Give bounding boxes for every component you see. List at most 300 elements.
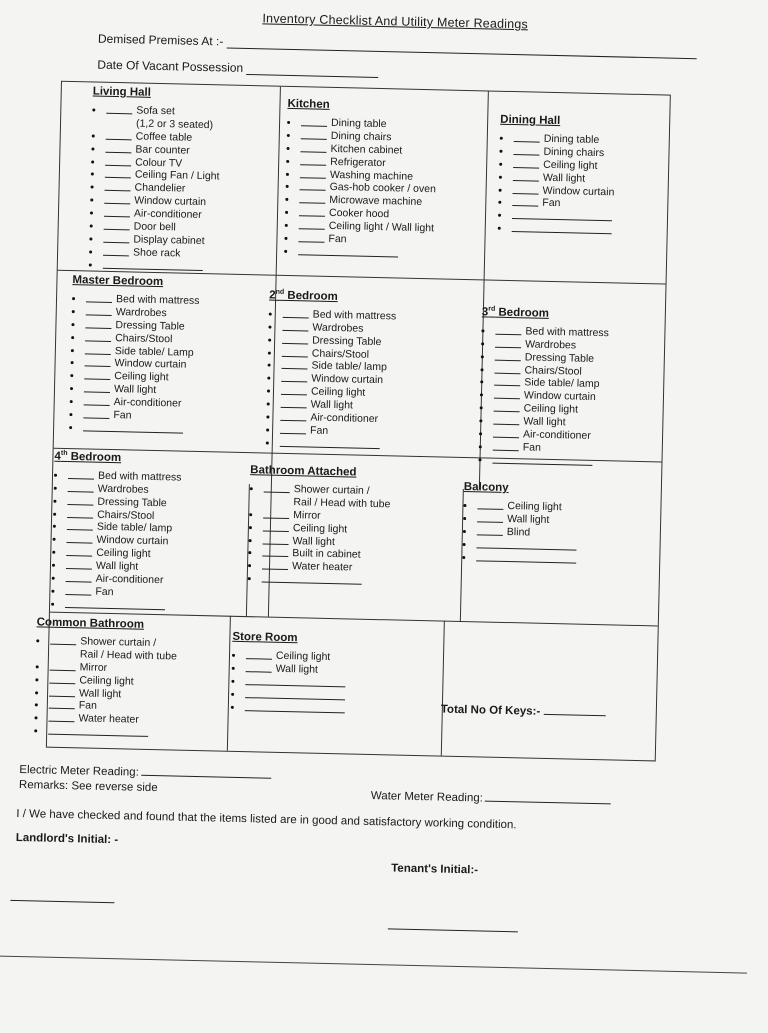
bullet-icon <box>232 654 235 657</box>
tenant-initial-label: Tenant's Initial:- <box>391 862 479 877</box>
balcony-section <box>462 481 644 568</box>
dining-hall-title: Dining Hall <box>500 113 561 128</box>
bullet-icon <box>52 577 55 580</box>
item-label: Cooker hood <box>328 207 390 221</box>
item-label: Chairs/Stool <box>524 363 582 378</box>
store-room-section <box>231 631 413 718</box>
bedroom-3-list <box>478 324 671 470</box>
bullet-icon <box>284 237 287 240</box>
item-label: Wall light <box>542 171 586 185</box>
bullet-icon <box>92 108 95 111</box>
bullet-icon <box>478 458 481 461</box>
bullet-icon <box>286 147 289 150</box>
item-label: Fan <box>78 699 98 713</box>
item-check-field[interactable] <box>476 538 576 550</box>
item-label: Wall light <box>275 662 319 676</box>
item-check-field[interactable] <box>262 547 288 558</box>
item-label: Door bell <box>133 220 176 234</box>
item-label: Fan <box>542 197 561 210</box>
common-bathroom-list <box>34 634 216 741</box>
item-check-field[interactable] <box>68 469 94 480</box>
item-check-field[interactable] <box>300 181 326 192</box>
item-check-field[interactable] <box>282 333 308 344</box>
bullet-icon <box>69 413 72 416</box>
item-check-field[interactable] <box>263 508 289 519</box>
item-check-field[interactable] <box>50 635 76 646</box>
bullet-icon <box>91 173 94 176</box>
item-label: Fan <box>522 441 542 454</box>
item-check-field[interactable] <box>106 130 132 141</box>
item-check-field[interactable] <box>105 142 131 153</box>
item-check-field[interactable] <box>300 155 326 166</box>
master-bedroom-list <box>69 292 262 438</box>
grid-divider <box>441 621 445 756</box>
total-keys-label: Total No Of Keys:- <box>440 703 541 718</box>
item-label: Dining table <box>543 132 600 146</box>
item-label: Bed with mattress <box>525 325 609 340</box>
item-check-field[interactable] <box>106 104 132 115</box>
bullet-icon <box>89 237 92 240</box>
item-label: Air-conditioner <box>95 572 164 587</box>
living-hall-title: Living Hall <box>92 85 152 99</box>
item-label: Shower curtain / <box>293 483 370 497</box>
item-label: Fan <box>309 424 329 437</box>
item-label: Wall light <box>523 415 566 429</box>
item-check-field[interactable] <box>493 415 519 426</box>
item-check-field[interactable] <box>495 337 521 348</box>
bullet-icon <box>500 137 503 140</box>
item-label: Chandelier <box>134 181 186 195</box>
item-check-field[interactable] <box>49 673 75 684</box>
item-check-field[interactable] <box>105 181 131 192</box>
bullet-icon <box>70 387 73 390</box>
bullet-icon <box>480 407 483 410</box>
bullet-icon <box>36 639 39 642</box>
item-label: Mirror <box>293 508 321 522</box>
item-check-field[interactable] <box>300 168 326 179</box>
bullet-icon <box>232 667 235 670</box>
bullet-icon <box>35 691 38 694</box>
living-hall-section <box>89 85 283 275</box>
demised-premises-line <box>98 32 697 60</box>
item-label: Wardrobes <box>312 321 364 335</box>
item-check-field[interactable] <box>85 357 111 368</box>
item-check-field[interactable] <box>477 512 503 523</box>
item-label: Ceiling light <box>96 546 151 561</box>
item-check-field[interactable] <box>49 686 75 697</box>
bullet-icon <box>53 525 56 528</box>
item-label: Wardrobes <box>525 338 577 352</box>
item-label: Air-conditioner <box>113 396 182 410</box>
item-check-field[interactable] <box>280 424 306 435</box>
item-check-field[interactable] <box>83 421 183 433</box>
item-check-field[interactable] <box>66 546 92 557</box>
item-label: Refrigerator <box>330 155 386 169</box>
item-check-field[interactable] <box>246 662 272 673</box>
grid-divider <box>227 616 231 751</box>
bullet-icon <box>285 211 288 214</box>
item-check-field[interactable] <box>283 308 309 319</box>
item-check-field[interactable] <box>513 145 539 156</box>
item-check-field[interactable] <box>67 520 93 531</box>
bullet-icon <box>269 312 272 315</box>
item-check-field[interactable] <box>104 220 130 231</box>
bullet-icon <box>35 678 38 681</box>
item-check-field[interactable] <box>84 395 110 406</box>
tenant-signature-line[interactable] <box>388 928 518 932</box>
bullet-icon <box>71 362 74 365</box>
electric-meter-field[interactable] <box>141 775 271 779</box>
bullet-icon <box>286 160 289 163</box>
bullet-icon <box>71 336 74 339</box>
item-check-field[interactable] <box>48 712 74 723</box>
item-label: Dressing Table <box>97 495 167 509</box>
bullet-icon <box>286 172 289 175</box>
bullet-icon <box>51 602 54 605</box>
bullet-icon <box>481 355 484 358</box>
item-label: Chairs/Stool <box>311 347 370 361</box>
item-label: Window curtain <box>134 194 207 209</box>
item-check-field[interactable] <box>264 482 290 493</box>
item-check-field[interactable] <box>245 675 345 687</box>
item-check-field[interactable] <box>493 441 519 452</box>
bullet-icon <box>231 705 234 708</box>
item-check-field[interactable] <box>281 385 307 396</box>
bullet-icon <box>52 564 55 567</box>
vacant-possession-line <box>97 58 378 78</box>
master-bedroom-title: Master Bedroom <box>72 274 164 289</box>
item-label: (1,2 or 3 seated) <box>135 117 214 132</box>
item-check-field[interactable] <box>103 258 203 270</box>
item-check-field[interactable] <box>104 207 130 218</box>
bullet-icon <box>248 564 251 567</box>
item-label: Side table/ Lamp <box>114 344 194 359</box>
item-check-field[interactable] <box>298 232 324 243</box>
item-check-field[interactable] <box>85 318 111 329</box>
item-check-field[interactable] <box>280 411 306 422</box>
bedroom-2-section <box>266 289 460 454</box>
item-check-field[interactable] <box>494 363 520 374</box>
item-check-field[interactable] <box>298 245 398 257</box>
vacant-possession-field[interactable] <box>246 74 378 78</box>
item-label: Shoe rack <box>132 246 181 260</box>
bullet-icon <box>34 717 37 720</box>
item-check-field[interactable] <box>65 598 165 610</box>
item-label: Dining chairs <box>330 129 392 144</box>
dining-hall-list <box>498 132 670 239</box>
total-keys-field[interactable] <box>544 714 606 716</box>
water-meter-field[interactable] <box>485 801 611 805</box>
item-check-field[interactable] <box>68 482 94 493</box>
bullet-icon <box>53 512 56 515</box>
demised-premises-field[interactable] <box>226 48 696 60</box>
bullet-icon <box>71 323 74 326</box>
bullet-icon <box>71 349 74 352</box>
item-label: Rail / Head with tube <box>293 496 391 511</box>
store-room-title: Store Room <box>232 630 298 645</box>
item-label: Wall light <box>292 534 335 548</box>
bullet-icon <box>268 351 271 354</box>
item-label: Ceiling light <box>310 385 366 399</box>
item-label: Wall light <box>78 686 122 700</box>
bullet-icon <box>90 199 93 202</box>
bullet-icon <box>266 415 269 418</box>
bullet-icon <box>285 224 288 227</box>
bedroom-2-list <box>266 307 459 453</box>
bullet-icon <box>268 338 271 341</box>
common-bathroom-section <box>34 616 217 741</box>
bullet-icon <box>51 590 54 593</box>
master-bedroom-section <box>69 274 263 438</box>
bullet-icon <box>54 486 57 489</box>
bullet-icon <box>480 394 483 397</box>
item-label: Bed with mattress <box>97 469 182 484</box>
bullet-icon <box>52 551 55 554</box>
bullet-icon <box>286 185 289 188</box>
item-label: Side table/ lamp <box>96 521 173 535</box>
item-check-field[interactable] <box>299 194 325 205</box>
item-check-field[interactable] <box>299 206 325 217</box>
item-check-field[interactable] <box>513 158 539 169</box>
bullet-icon <box>462 556 465 559</box>
item-check-field[interactable] <box>492 453 592 465</box>
item-label: Ceiling light <box>543 158 598 172</box>
bullet-icon <box>90 212 93 215</box>
kitchen-list <box>284 116 487 262</box>
item-check-field[interactable] <box>494 389 520 400</box>
bullet-icon <box>498 201 501 204</box>
item-label: Window curtain <box>114 357 187 372</box>
item-check-field[interactable] <box>282 321 308 332</box>
item-check-field[interactable] <box>495 325 521 336</box>
item-check-field[interactable] <box>84 383 110 394</box>
item-label: Ceiling light <box>114 370 169 384</box>
item-check-field[interactable] <box>494 376 520 387</box>
item-check-field[interactable] <box>49 699 75 710</box>
landlord-initial-label: Landlord's Initial: - <box>15 831 119 847</box>
common-bathroom-title: Common Bathroom <box>36 616 145 631</box>
bathroom-attached-list <box>248 482 450 590</box>
item-label: Gas-hob cooker / oven <box>329 181 436 196</box>
item-check-field[interactable] <box>104 194 130 205</box>
item-check-field[interactable] <box>512 222 612 234</box>
item-check-field[interactable] <box>67 508 93 519</box>
bullet-icon <box>267 403 270 406</box>
item-check-field[interactable] <box>245 701 345 713</box>
bullet-icon <box>266 428 269 431</box>
bullet-icon <box>481 329 484 332</box>
item-check-field[interactable] <box>262 560 288 571</box>
item-label: Wall light <box>95 559 139 573</box>
form-title: Inventory Checklist And Utility Meter Readings <box>262 11 529 32</box>
item-check-field[interactable] <box>301 116 327 127</box>
bullet-icon <box>499 163 502 166</box>
item-check-field[interactable] <box>281 372 307 383</box>
bullet-icon <box>463 543 466 546</box>
bullet-icon <box>267 390 270 393</box>
item-label: Shower curtain / <box>80 635 157 650</box>
bullet-icon <box>287 134 290 137</box>
item-label: Air-conditioner <box>133 207 202 222</box>
item-label: Rail / Head with tube <box>79 648 177 663</box>
item-label: Chairs/Stool <box>115 331 173 346</box>
item-check-field[interactable] <box>84 370 110 381</box>
item-label: Blind <box>506 525 531 539</box>
bullet-icon <box>266 441 269 444</box>
bullet-icon <box>91 160 94 163</box>
item-check-field[interactable] <box>86 305 112 316</box>
item-check-field[interactable] <box>50 660 76 671</box>
bullet-icon <box>479 432 482 435</box>
bullet-icon <box>72 297 75 300</box>
item-check-field[interactable] <box>85 344 111 355</box>
item-check-field[interactable] <box>103 246 129 257</box>
item-check-field[interactable] <box>67 495 93 506</box>
item-check-field[interactable] <box>48 725 148 737</box>
item-check-field[interactable] <box>105 168 131 179</box>
dining-hall-section <box>498 114 671 239</box>
bullet-icon <box>53 538 56 541</box>
bullet-icon <box>70 374 73 377</box>
item-check-field[interactable] <box>263 521 289 532</box>
bullet-icon <box>231 692 234 695</box>
item-check-field[interactable] <box>66 572 92 583</box>
water-meter-label: Water Meter Reading: <box>370 789 484 805</box>
item-label: Window curtain <box>311 372 384 387</box>
item-label: Window curtain <box>542 184 615 198</box>
balcony-list <box>462 499 643 568</box>
item-label: Chairs/Stool <box>97 508 155 522</box>
bullet-icon <box>481 368 484 371</box>
item-label: Dining chairs <box>543 145 605 160</box>
bullet-icon <box>463 504 466 507</box>
item-check-field[interactable] <box>105 155 131 166</box>
item-label: Colour TV <box>135 156 183 170</box>
item-check-field[interactable] <box>83 408 109 419</box>
item-label: Microwave machine <box>329 194 423 209</box>
item-label: Bed with mattress <box>115 293 200 307</box>
item-label: Coffee table <box>135 130 193 144</box>
bedroom-2-title: 2nd Bedroom <box>269 288 338 303</box>
item-check-field[interactable] <box>86 292 112 303</box>
item-label: Ceiling light <box>507 500 562 514</box>
item-label: Dining table <box>330 116 387 131</box>
item-label: Wall light <box>310 398 354 412</box>
kitchen-title: Kitchen <box>287 97 330 111</box>
item-label: Wardrobes <box>97 482 149 496</box>
bullet-icon <box>284 250 287 253</box>
item-check-field[interactable] <box>85 331 111 342</box>
item-label: Built in cabinet <box>292 547 361 562</box>
item-check-field[interactable] <box>514 132 540 143</box>
bullet-icon <box>36 665 39 668</box>
item-check-field[interactable] <box>301 129 327 140</box>
item-check-field[interactable] <box>282 359 308 370</box>
bullet-icon <box>479 419 482 422</box>
item-check-field[interactable] <box>246 649 272 660</box>
bullet-icon <box>53 499 56 502</box>
item-check-field[interactable] <box>495 350 521 361</box>
item-label: Dressing Table <box>115 318 185 333</box>
item-check-field[interactable] <box>262 573 362 585</box>
item-label: Water heater <box>78 712 139 727</box>
item-label: Fan <box>113 409 132 422</box>
bullet-icon <box>268 364 271 367</box>
item-check-field[interactable] <box>300 142 326 153</box>
item-label: Side table/ lamp <box>311 359 388 374</box>
item-check-field[interactable] <box>67 533 93 544</box>
bullet-icon <box>267 377 270 380</box>
bullet-icon <box>91 186 94 189</box>
item-check-field[interactable] <box>66 559 92 570</box>
bullet-icon <box>69 426 72 429</box>
item-check-field[interactable] <box>263 534 289 545</box>
item-label: Wardrobes <box>115 305 167 320</box>
bullet-icon <box>499 175 502 178</box>
item-check-field[interactable] <box>282 346 308 357</box>
bullet-icon <box>463 517 466 520</box>
bedroom-4-section <box>51 450 235 615</box>
bullet-icon <box>498 227 501 230</box>
bullet-icon <box>54 474 57 477</box>
bullet-icon <box>248 577 251 580</box>
item-check-field[interactable] <box>494 402 520 413</box>
item-label: Window curtain <box>96 533 169 548</box>
item-check-field[interactable] <box>477 499 503 510</box>
item-label: Water heater <box>291 560 353 574</box>
bullet-icon <box>285 198 288 201</box>
item-check-field[interactable] <box>65 585 91 596</box>
item-check-field[interactable] <box>245 688 345 700</box>
remarks-text: Remarks: See reverse side <box>18 779 158 795</box>
item-label: Ceiling light <box>523 402 579 416</box>
item-label: Ceiling light <box>275 649 331 664</box>
bullet-icon <box>463 530 466 533</box>
item-check-field[interactable] <box>512 209 612 221</box>
bullet-icon <box>70 400 73 403</box>
item-label: Wall light <box>113 383 157 397</box>
item-check-field[interactable] <box>299 219 325 230</box>
bullet-icon <box>90 224 93 227</box>
bullet-icon <box>231 680 234 683</box>
bullet-icon <box>287 121 290 124</box>
bullet-icon <box>89 263 92 266</box>
bullet-icon <box>72 310 75 313</box>
item-check-field[interactable] <box>513 171 539 182</box>
item-check-field[interactable] <box>493 428 519 439</box>
bullet-icon <box>499 188 502 191</box>
declaration-text: I / We have checked and found that the items listed are in good and satisfactory working condition. <box>16 807 517 832</box>
bedroom-3-title: 3rd Bedroom <box>481 305 550 320</box>
item-label: Side table/ lamp <box>524 376 600 391</box>
item-check-field[interactable] <box>513 184 539 195</box>
bullet-icon <box>479 445 482 448</box>
bedroom-4-list <box>51 469 234 615</box>
item-check-field[interactable] <box>103 233 129 244</box>
item-label: Bed with mattress <box>312 308 397 323</box>
item-check-field[interactable] <box>476 551 576 563</box>
bullet-icon <box>481 342 484 345</box>
item-check-field[interactable] <box>512 196 538 207</box>
item-check-field[interactable] <box>281 398 307 409</box>
landlord-signature-line[interactable] <box>10 900 114 903</box>
item-label: Air-conditioner <box>310 411 379 426</box>
item-label: Fan <box>95 585 114 598</box>
item-check-field[interactable] <box>280 437 380 449</box>
bullet-icon <box>249 513 252 516</box>
bullet-icon <box>92 134 95 137</box>
item-check-field[interactable] <box>477 525 503 536</box>
